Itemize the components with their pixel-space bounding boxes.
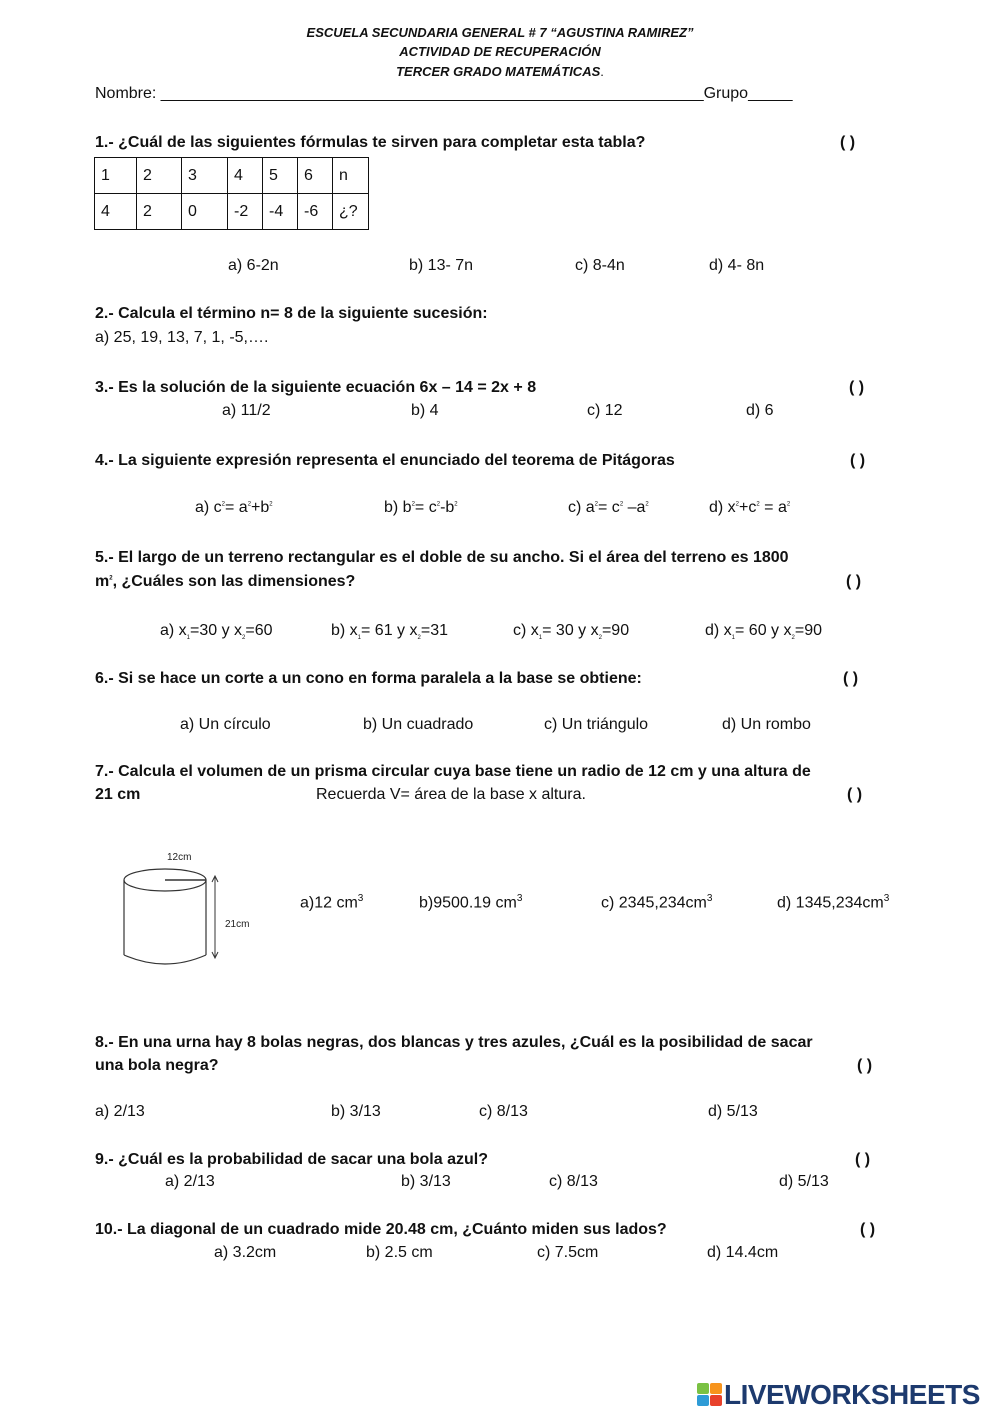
question-9: 9.- ¿Cuál es la probabilidad de sacar una bola azul? [95,1151,488,1168]
liveworksheets-logo[interactable]: LIVEWORKSHEETS [724,1379,980,1410]
name-label: Nombre: [95,85,161,102]
q1-option-a[interactable]: a) 6-2n [228,257,279,274]
table-cell: 4 [95,194,137,230]
q3-option-b[interactable]: b) 4 [411,402,439,419]
q8-option-c[interactable]: c) 8/13 [479,1103,528,1120]
opt-text: –a [623,499,646,516]
exp: 2 [645,501,649,508]
grade-title [0,64,1000,79]
exp: 2 [454,501,458,508]
cylinder-bottom [124,955,206,964]
q9-option-c[interactable]: c) 8/13 [549,1173,598,1190]
opt-text: a) c [195,499,222,516]
q8-option-b[interactable]: b) 3/13 [331,1103,381,1120]
q7-option-c[interactable] [601,893,712,912]
opt-text: d) x [709,499,736,516]
question-7: 7.- Calcula el volumen de un prisma circular cuya base tiene un radio de 12 cm y una altura de [95,763,811,780]
opt-text: d) x [705,622,732,639]
opt-text: = c [414,499,437,516]
answer-box-6[interactable]: ( ) [843,670,859,687]
q10-text: - La diagonal de un cuadrado mide 20.48 cm, ¿Cuánto miden sus lados? [117,1221,667,1238]
table-cell: 1 [95,158,137,194]
opt-text: = a [759,499,787,516]
subscript: 1 [357,635,362,642]
q5-option-b[interactable] [331,622,448,641]
q8-option-a[interactable]: a) 2/13 [95,1103,145,1120]
opt-text: b) b [384,499,412,516]
q1-option-c[interactable]: c) 8-4n [575,257,625,274]
q7-option-a[interactable] [300,893,363,912]
question-5-line2 [95,573,355,591]
activity-title: ACTIVIDAD DE RECUPERACIÓN [399,44,601,59]
q10-option-a[interactable]: a) 3.2cm [214,1244,277,1261]
opt-text: b)9500.19 cm [419,894,517,912]
q10-option-b[interactable]: b) 2.5 cm [366,1244,433,1261]
q1-option-d[interactable]: d) 4- 8n [709,257,765,274]
grade-dot: . [600,64,604,79]
question-2: 2.- Calcula el término n= 8 de la siguiente sucesión: [95,305,488,322]
exp: 2 [411,501,415,508]
answer-box-7[interactable]: ( ) [847,786,863,803]
q6-option-c[interactable]: c) Un triángulo [544,716,649,733]
opt-text: d) 1345,234cm [777,894,884,912]
table-cell: 3 [182,158,228,194]
q2-sequence: a) 25, 19, 13, 7, 1, -5,…. [95,329,269,346]
name-field[interactable] [95,85,793,103]
q7-hint: Recuerda V= área de la base x altura. [316,786,586,803]
cube-exp: 3 [357,893,364,904]
opt-text: = 60 y x [735,622,792,639]
table-cell: 5 [263,158,298,194]
answer-box-4[interactable]: ( ) [850,452,866,469]
answer-box-10[interactable]: ( ) [860,1221,876,1238]
group-line[interactable]: _____ [748,85,793,102]
q6-option-b[interactable]: b) Un cuadrado [363,716,474,733]
q4-option-d[interactable] [709,499,790,517]
q9-option-a[interactable]: a) 2/13 [165,1173,215,1190]
q5-option-a[interactable] [160,622,273,641]
table-cell: 0 [182,194,228,230]
q5-unit-exp: 2 [109,575,113,582]
table-row [95,194,369,230]
q3-option-d[interactable]: d) 6 [746,402,774,419]
cube-exp: 3 [706,893,713,904]
q10-option-c[interactable]: c) 7.5cm [537,1244,599,1261]
exp: 2 [756,501,760,508]
q4-option-b[interactable] [384,499,458,517]
radius-label: 12cm [167,852,192,863]
sequence-table [94,157,369,230]
question-8-line2: una bola negra? [95,1057,219,1074]
table-cell: 4 [228,158,263,194]
subscript: 2 [417,635,421,642]
table-cell: -4 [263,194,298,230]
table-cell: 2 [137,158,182,194]
opt-text: b) x [331,622,358,639]
question-6: 6.- Si se hace un corte a un cono en forma paralela a la base se obtiene: [95,670,642,687]
name-line[interactable]: _____________________________________________________________ [160,85,704,102]
q9-option-b[interactable]: b) 3/13 [401,1173,451,1190]
question-4: 4.- La siguiente expresión representa el enunciado del teorema de Pitágoras [95,452,675,469]
exp: 2 [221,501,226,508]
q6-option-a[interactable]: a) Un círculo [180,716,271,733]
cube-exp: 3 [883,893,890,904]
opt-text: c) x [513,622,539,639]
table-cell: -2 [228,194,263,230]
table-cell: -6 [298,194,333,230]
exp: 2 [619,501,624,508]
opt-text: +b [251,499,270,516]
question-7-line2: 21 cm [95,786,141,803]
q4-option-c[interactable] [568,499,649,517]
exp: 2 [247,501,252,508]
q10-option-d[interactable]: d) 14.4cm [707,1244,779,1261]
opt-text: +c [739,499,757,516]
liveworksheets-logo-icon [697,1383,723,1407]
q4-option-a[interactable] [195,499,273,517]
table-cell: n [333,158,369,194]
q5-unit: m [95,573,110,590]
opt-text: =31 [420,622,448,639]
q7-option-b[interactable] [419,893,522,912]
opt-text: =90 [794,622,822,639]
height-label: 21cm [225,919,250,930]
q3-option-c[interactable]: c) 12 [587,402,623,419]
opt-text: = 30 y x [542,622,599,639]
question-3: 3.- Es la solución de la siguiente ecuación 6x – 14 = 2x + 8 [95,379,537,396]
exp: 2 [594,501,599,508]
exp: 2 [786,501,791,508]
cube-exp: 3 [516,893,523,904]
opt-text: c) 2345,234cm [601,894,707,912]
subscript: 2 [598,635,602,642]
subscript: 1 [538,635,543,642]
subscript: 2 [791,635,795,642]
table-row [95,158,369,194]
school-name: ESCUELA SECUNDARIA GENERAL # 7 “AGUSTINA RAMIREZ” [306,25,694,40]
answer-box-5[interactable]: ( ) [846,573,862,590]
exp: 2 [735,501,740,508]
answer-box-3[interactable]: ( ) [849,379,865,396]
table-cell: 2 [137,194,182,230]
exp: 2 [269,501,273,508]
q1-option-b[interactable]: b) 13- 7n [409,257,474,274]
exp: 2 [436,501,441,508]
cylinder-diagram [110,845,270,975]
q5-question: , ¿Cuáles son las dimensiones? [112,573,356,590]
question-1: 1.- ¿Cuál de las siguientes fórmulas te sirven para completar esta tabla? [95,134,646,151]
q10-number: 10. [95,1221,118,1238]
answer-box-9[interactable]: ( ) [855,1151,871,1168]
subscript: 1 [731,635,736,642]
question-10 [95,1221,667,1239]
subscript: 1 [186,635,191,642]
question-8: 8.- En una urna hay 8 bolas negras, dos blancas y tres azules, ¿Cuál es la posibilidad de sacar [95,1034,813,1051]
table-cell: ¿? [333,194,369,230]
subscript: 2 [242,635,246,642]
q5-option-c[interactable] [513,622,629,641]
opt-text: =30 y x [190,622,243,639]
opt-text: = c [598,499,620,516]
opt-text: =90 [601,622,630,639]
opt-text: c) a [568,499,595,516]
table-cell: 6 [298,158,333,194]
opt-text: a) x [160,622,187,639]
q9-option-d[interactable]: d) 5/13 [779,1173,829,1190]
grade-text: TERCER GRADO MATEMÁTICAS [396,64,601,79]
q7-option-d[interactable] [777,893,889,912]
group-label: Grupo [703,85,749,102]
answer-box-8[interactable]: ( ) [857,1057,873,1074]
q3-option-a[interactable]: a) 11/2 [222,402,271,419]
opt-text: = 61 y x [361,622,418,639]
opt-text: =60 [245,622,273,639]
opt-text: a)12 cm [300,894,358,912]
answer-box-1[interactable]: ( ) [840,134,856,151]
opt-text: = a [225,499,248,516]
question-5: 5.- El largo de un terreno rectangular es el doble de su ancho. Si el área del terreno es 1800 [95,549,789,566]
q6-option-d[interactable]: d) Un rombo [722,716,811,733]
q8-option-d[interactable]: d) 5/13 [708,1103,758,1120]
opt-text: -b [440,499,455,516]
q5-option-d[interactable] [705,622,822,641]
